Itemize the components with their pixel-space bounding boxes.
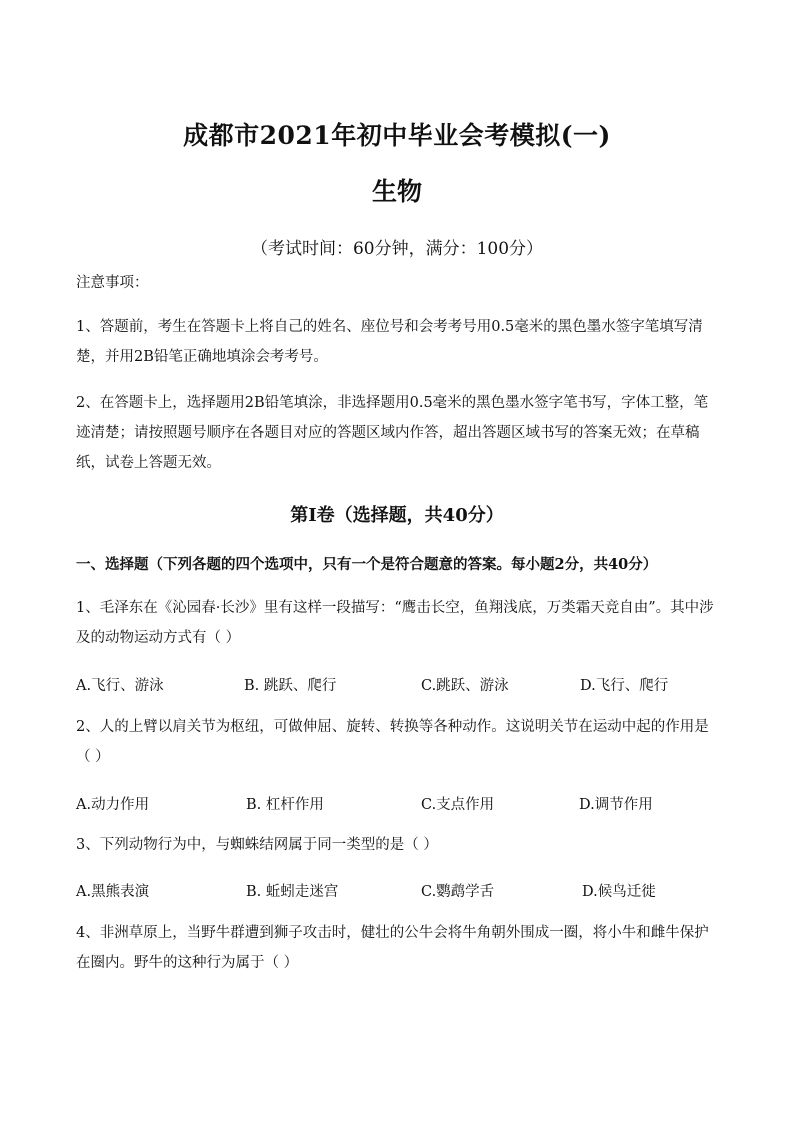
question-3-option-c: C.鹦鹉学舌 [421,884,495,900]
exam-info: （考试时间：60分钟，满分：100分） [250,239,544,259]
exam-title: 成都市2021年初中毕业会考模拟(一) [183,121,611,150]
question-3-option-a: A.黑熊表演 [76,884,150,900]
notice-item-2: 2、在答题卡上，选择题用2B铅笔填涂，非选择题用0.5毫米的黑色墨水签字笔书写，字体工整，笔迹清楚；请按照题号顺序在各题目对应的答题区域内作答，超出答题区域书写的答案无效；在草稿纸，试卷上答题无效。 [76,395,709,471]
notice-heading: 注意事项： [76,275,149,291]
question-2-stem: 2、人的上臂以肩关节为枢纽，可做伸屈、旋转、转换等各种动作。这说明关节在运动中起的作用是（ ） [76,719,709,765]
question-1-option-d: D.飞行、爬行 [580,678,669,694]
question-1-option-c: C.跳跃、游泳 [421,678,509,694]
question-1-option-a: A.飞行、游泳 [76,678,164,694]
part-title: 一、选择题（下列各题的四个选项中，只有一个是符合题意的答案。每小题2分，共40分） [76,556,658,573]
question-2-option-b: B. 杠杆作用 [246,797,324,813]
question-2-option-d: D.调节作用 [579,797,653,813]
question-3-option-d: D.候鸟迁徙 [582,884,656,900]
question-3-option-b: B. 蚯蚓走迷宫 [246,884,339,900]
question-1-option-b: B. 跳跃、爬行 [244,678,337,694]
question-2-option-c: C.支点作用 [421,797,495,813]
question-3-stem: 3、下列动物行为中，与蜘蛛结网属于同一类型的是（ ） [76,837,438,853]
question-1-stem: 1、毛泽东在《沁园春·长沙》里有这样一段描写：“鹰击长空，鱼翔浅底，万类霜天竞自由”。其中涉及的动物运动方式有（ ） [76,600,714,646]
question-4-stem: 4、非洲草原上，当野牛群遭到狮子攻击时，健壮的公牛会将牛角朝外围成一圈，将小牛和雌牛保护在圈内。野牛的这种行为属于（ ） [76,925,709,971]
section-title: 第Ⅰ卷（选择题，共40分） [290,505,504,526]
exam-subject: 生物 [371,177,422,206]
notice-item-1: 1、答题前，考生在答题卡上将自己的姓名、座位号和会考考号用0.5毫米的黑色墨水签字笔填写清楚，并用2B铅笔正确地填涂会考考号。 [76,319,703,365]
question-2-option-a: A.动力作用 [76,797,150,813]
